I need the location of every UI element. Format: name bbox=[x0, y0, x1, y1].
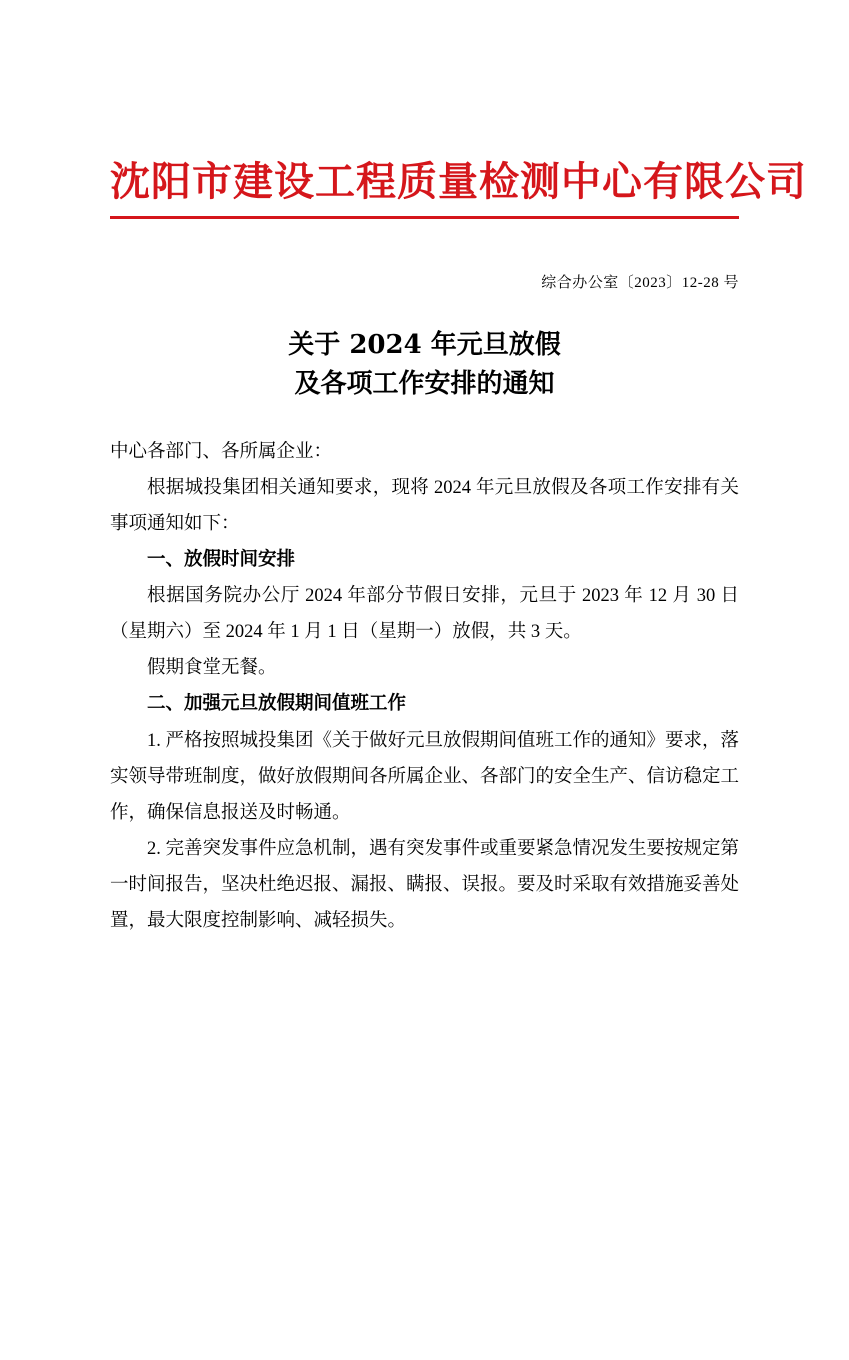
document-body bbox=[110, 434, 739, 939]
intro-paragraph: 根据城投集团相关通知要求，现将 2024 年元旦放假及各项工作安排有关事项通知如下： bbox=[110, 478, 739, 535]
section-heading-2: 二、加强元旦放假期间值班工作 bbox=[147, 693, 407, 715]
salutation: 中心各部门、各所属企业： bbox=[110, 442, 333, 462]
section-1-note: 假期食堂无餐。 bbox=[147, 658, 277, 679]
section-2-item-2: 2. 完善突发事件应急机制，遇有突发事件或重要紧急情况发生要按规定第一时间报告，坚决杜绝迟报、漏报、瞒报、误报。要及时采取有效措施妥善处置，最大限度控制影响、减轻损失。 bbox=[110, 838, 740, 931]
company-name: 沈阳市建设工程质量检测中心有限公司 bbox=[110, 158, 807, 205]
section-heading-1: 一、放假时间安排 bbox=[147, 549, 296, 571]
page-title bbox=[110, 326, 739, 404]
page-title-line-2: 及各项工作安排的通知 bbox=[294, 369, 555, 399]
section-2-item-1: 1. 严格按照城投集团《关于做好元旦放假期间值班工作的通知》要求，落实领导带班制度，做好放假期间各所属企业、各部门的安全生产、信访稳定工作，确保信息报送及时畅通。 bbox=[110, 730, 740, 823]
page-title-line-1: 关于 2024 年元旦放假 bbox=[288, 330, 561, 360]
letterhead-divider bbox=[110, 216, 739, 219]
document-number: 综合办公室〔2023〕12-28 号 bbox=[541, 275, 739, 291]
letterhead bbox=[110, 158, 807, 219]
section-1-body: 根据国务院办公厅 2024 年部分节假日安排，元旦于 2023 年 12 月 30 日（星期六）至 2024 年 1 月 1 日（星期一）放假，共 3 天。 bbox=[110, 586, 739, 643]
document-page bbox=[0, 160, 849, 1360]
